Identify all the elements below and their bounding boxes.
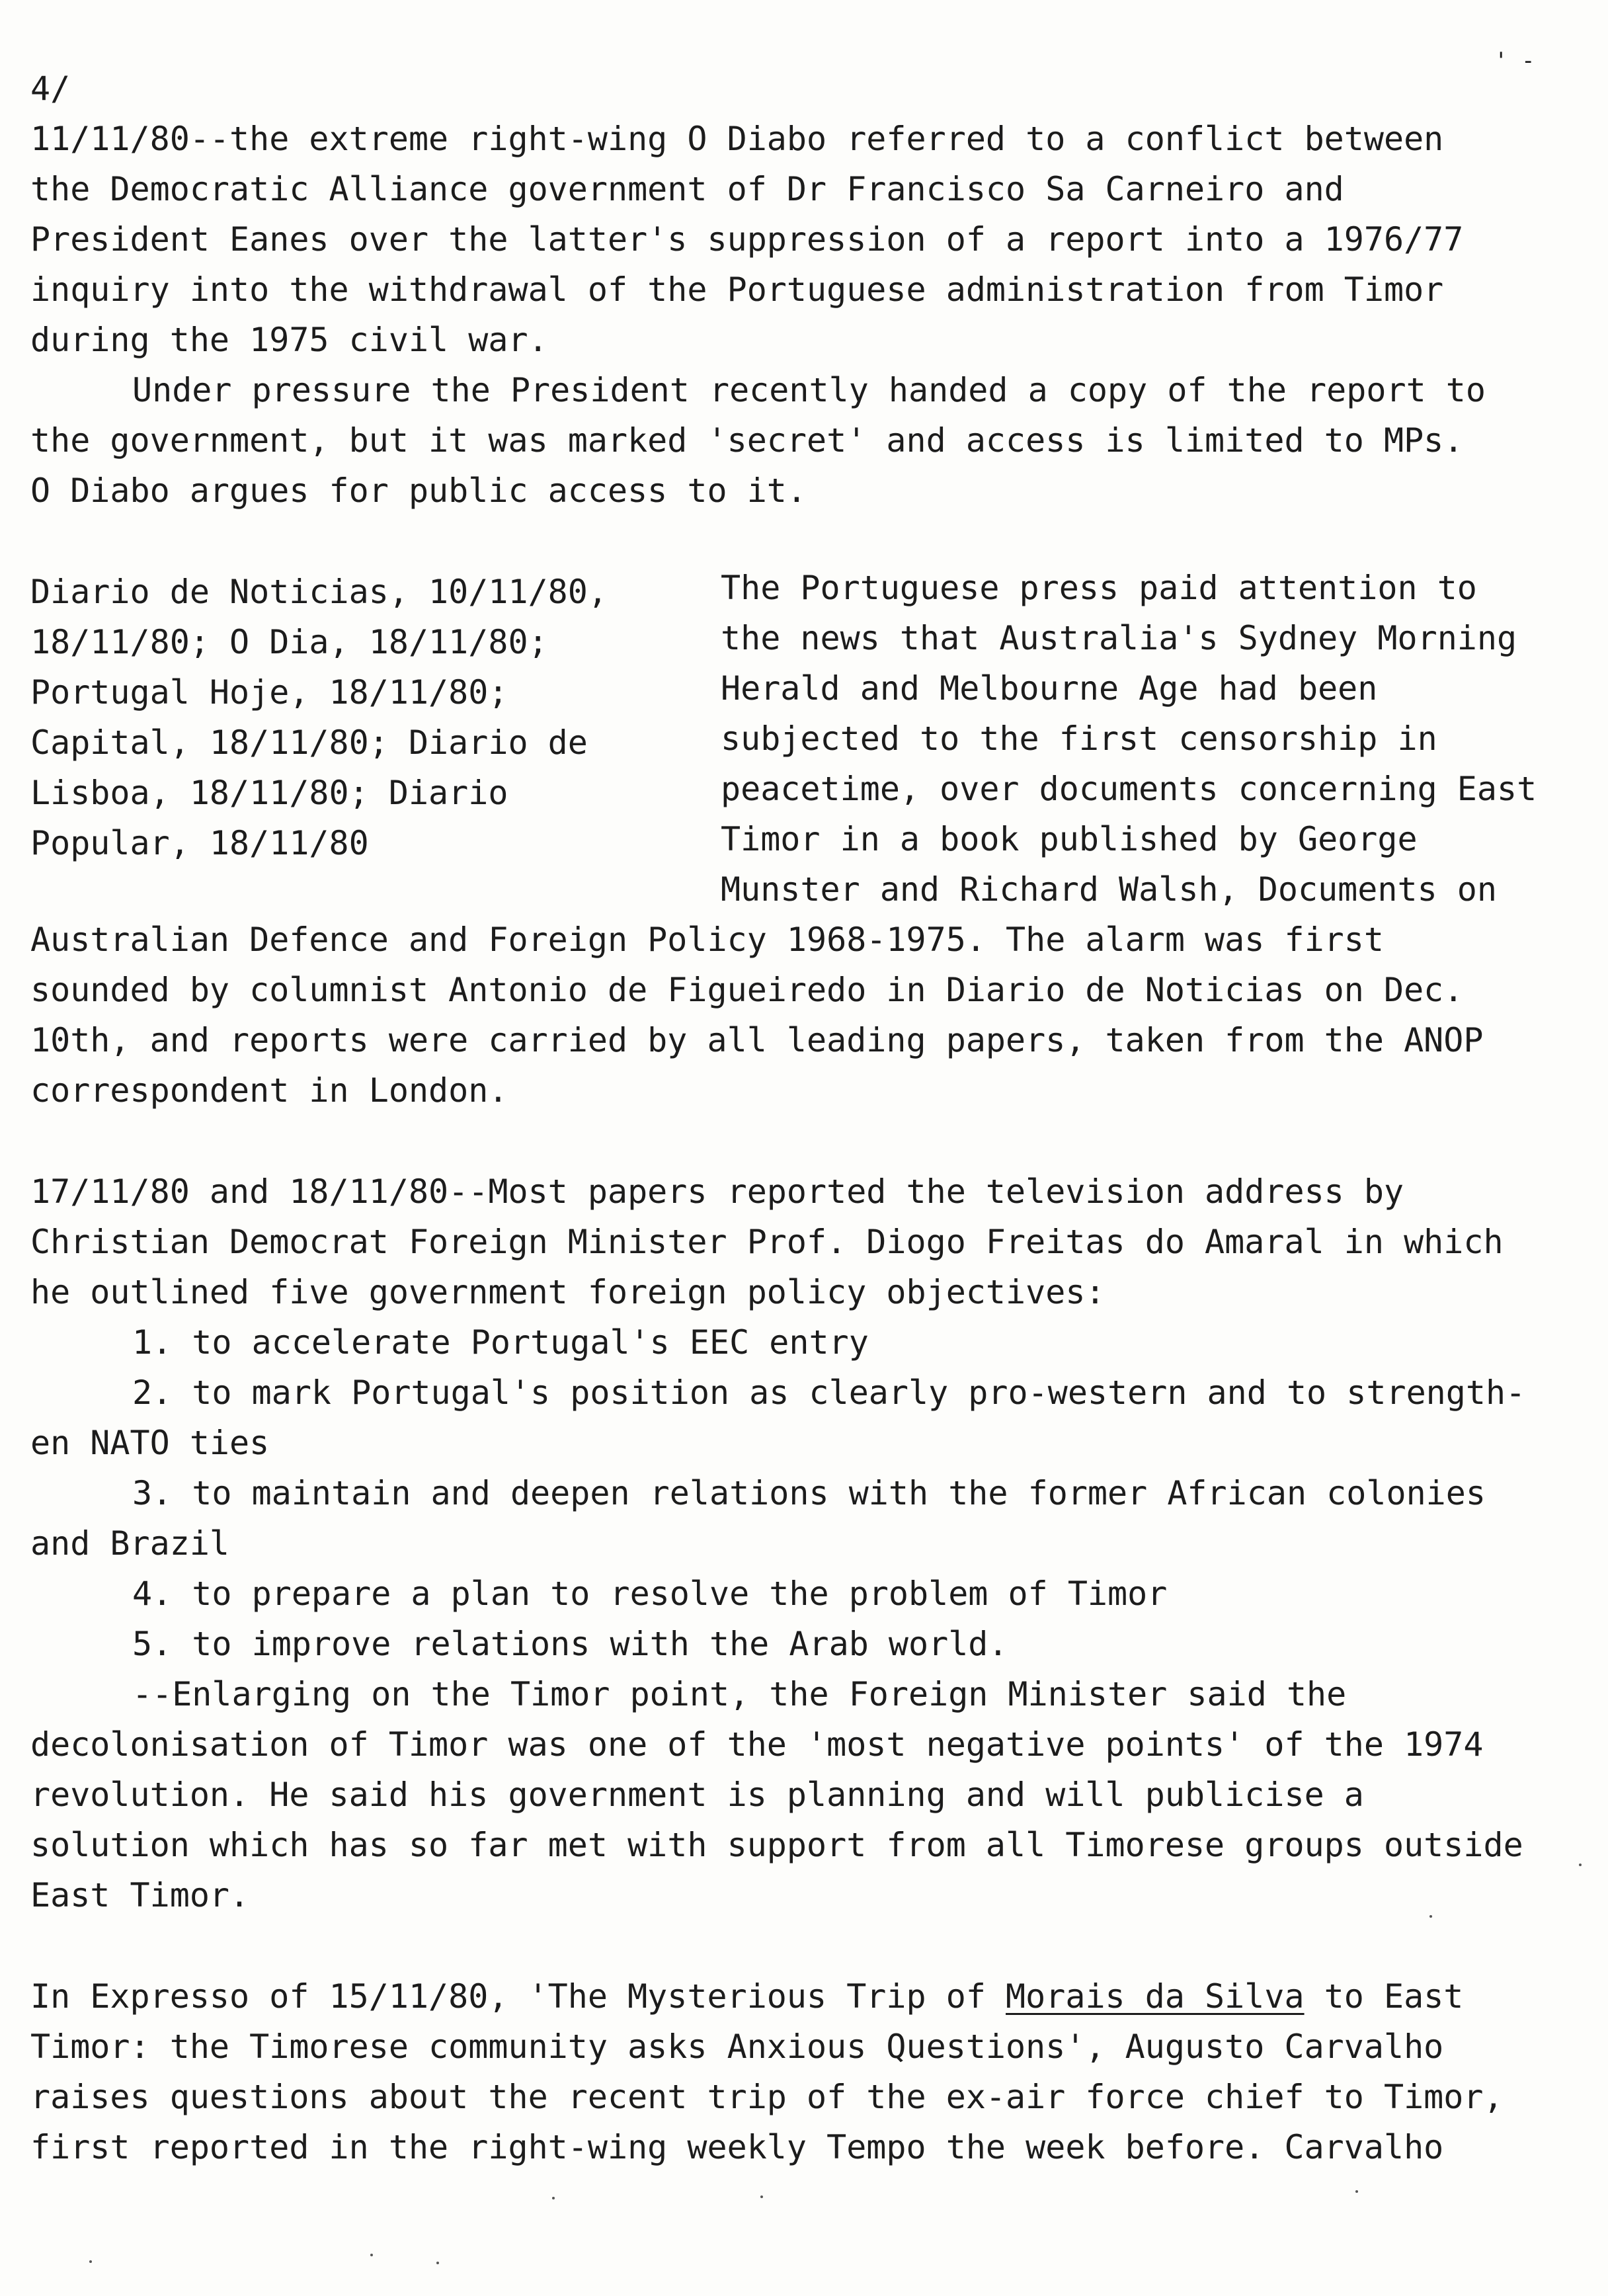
p5-line-1: --Enlarging on the Timor point, the Foreign Minister said the [132,1675,1347,1713]
p4-line-2: Christian Democrat Foreign Minister Prof. Diogo Freitas do Amaral in which [30,1223,1504,1261]
p6-line-1-post: to East [1304,1977,1464,2016]
p1-line-3: President Eanes over the latter's suppression of a report into a 1976/77 [30,220,1464,259]
scan-speck [89,2260,92,2263]
p3-col-line-1: The Portuguese press paid attention to [721,569,1477,607]
p4-line-1: 17/11/80 and 18/11/80--Most papers reported the television address by [30,1172,1404,1211]
source-line-3: Portugal Hoje, 18/11/80; [30,673,508,712]
scan-speck [1429,1915,1432,1918]
p3-col-line-6: Timor in a book published by George [721,820,1418,858]
p2-line-2: the government, but it was marked 'secret' and access is limited to MPs. [30,421,1464,460]
underlined-name: Morais da Silva [1006,1977,1305,2016]
list-item-2: 2. to mark Portugal's position as clearly pro-western and to strength- [132,1374,1526,1412]
source-line-5: Lisboa, 18/11/80; Diario [30,774,508,812]
p6-line-2: Timor: the Timorese community asks Anxious Questions', Augusto Carvalho [30,2028,1444,2066]
p4-line-3: he outlined five government foreign policy objectives: [30,1273,1106,1311]
p3-col-line-7: Munster and Richard Walsh, Documents on [721,870,1497,909]
page-number: 4/ [30,69,71,108]
scan-speck [1355,2190,1358,2193]
p2-line-3: O Diabo argues for public access to it. [30,472,807,510]
p6-line-3: raises questions about the recent trip of the ex-air force chief to Timor, [30,2078,1504,2116]
source-line-4: Capital, 18/11/80; Diario de [30,723,588,762]
p3-col-line-3: Herald and Melbourne Age had been [721,669,1378,708]
p6-line-1 [30,1971,1463,2022]
list-item-3: 3. to maintain and deepen relations with the former African colonies [132,1474,1486,1512]
scan-speck [370,2254,373,2256]
p1-line-2: the Democratic Alliance government of Dr Francisco Sa Carneiro and [30,170,1344,208]
source-line-6: Popular, 18/11/80 [30,824,369,862]
list-item-2-cont: en NATO ties [30,1424,270,1462]
scan-speck [1579,1864,1582,1866]
p1-line-5: during the 1975 civil war. [30,321,548,359]
list-item-1: 1. to accelerate Portugal's EEC entry [132,1323,869,1362]
p5-line-3: revolution. He said his government is planning and will publicise a [30,1776,1364,1814]
p5-line-4: solution which has so far met with support from all Timorese groups outside [30,1826,1523,1864]
p3-col-line-2: the news that Australia's Sydney Morning [721,619,1517,657]
p1-line-4: inquiry into the withdrawal of the Portuguese administration from Timor [30,270,1444,309]
p6-line-4: first reported in the right-wing weekly Tempo the week before. Carvalho [30,2128,1444,2166]
source-line-2: 18/11/80; O Dia, 18/11/80; [30,623,548,661]
scan-speck [552,2197,555,2199]
scan-speck [436,2262,439,2264]
corner-mark: ' - [1494,48,1535,74]
p3-line-4: correspondent in London. [30,1071,508,1110]
p2-line-1: Under pressure the President recently handed a copy of the report to [132,371,1486,409]
p3-line-1: Australian Defence and Foreign Policy 1968-1975. The alarm was first [30,921,1384,959]
p5-line-5: East Timor. [30,1876,250,1914]
p3-col-line-5: peacetime, over documents concerning East [721,770,1537,808]
list-item-4: 4. to prepare a plan to resolve the problem of Timor [132,1575,1168,1613]
list-item-3-cont: and Brazil [30,1524,230,1563]
list-item-5: 5. to improve relations with the Arab world. [132,1625,1008,1663]
p1-line-1: 11/11/80--the extreme right-wing O Diabo referred to a conflict between [30,120,1444,158]
p3-line-2: sounded by columnist Antonio de Figueiredo in Diario de Noticias on Dec. [30,971,1464,1009]
p3-col-line-4: subjected to the first censorship in [721,719,1437,758]
p3-line-3: 10th, and reports were carried by all leading papers, taken from the ANOP [30,1021,1484,1059]
scan-speck [760,2195,763,2198]
p6-line-1-pre: In Expresso of 15/11/80, 'The Mysterious Trip of [30,1977,1006,2016]
source-line-1: Diario de Noticias, 10/11/80, [30,573,608,611]
p5-line-2: decolonisation of Timor was one of the 'most negative points' of the 1974 [30,1725,1484,1764]
